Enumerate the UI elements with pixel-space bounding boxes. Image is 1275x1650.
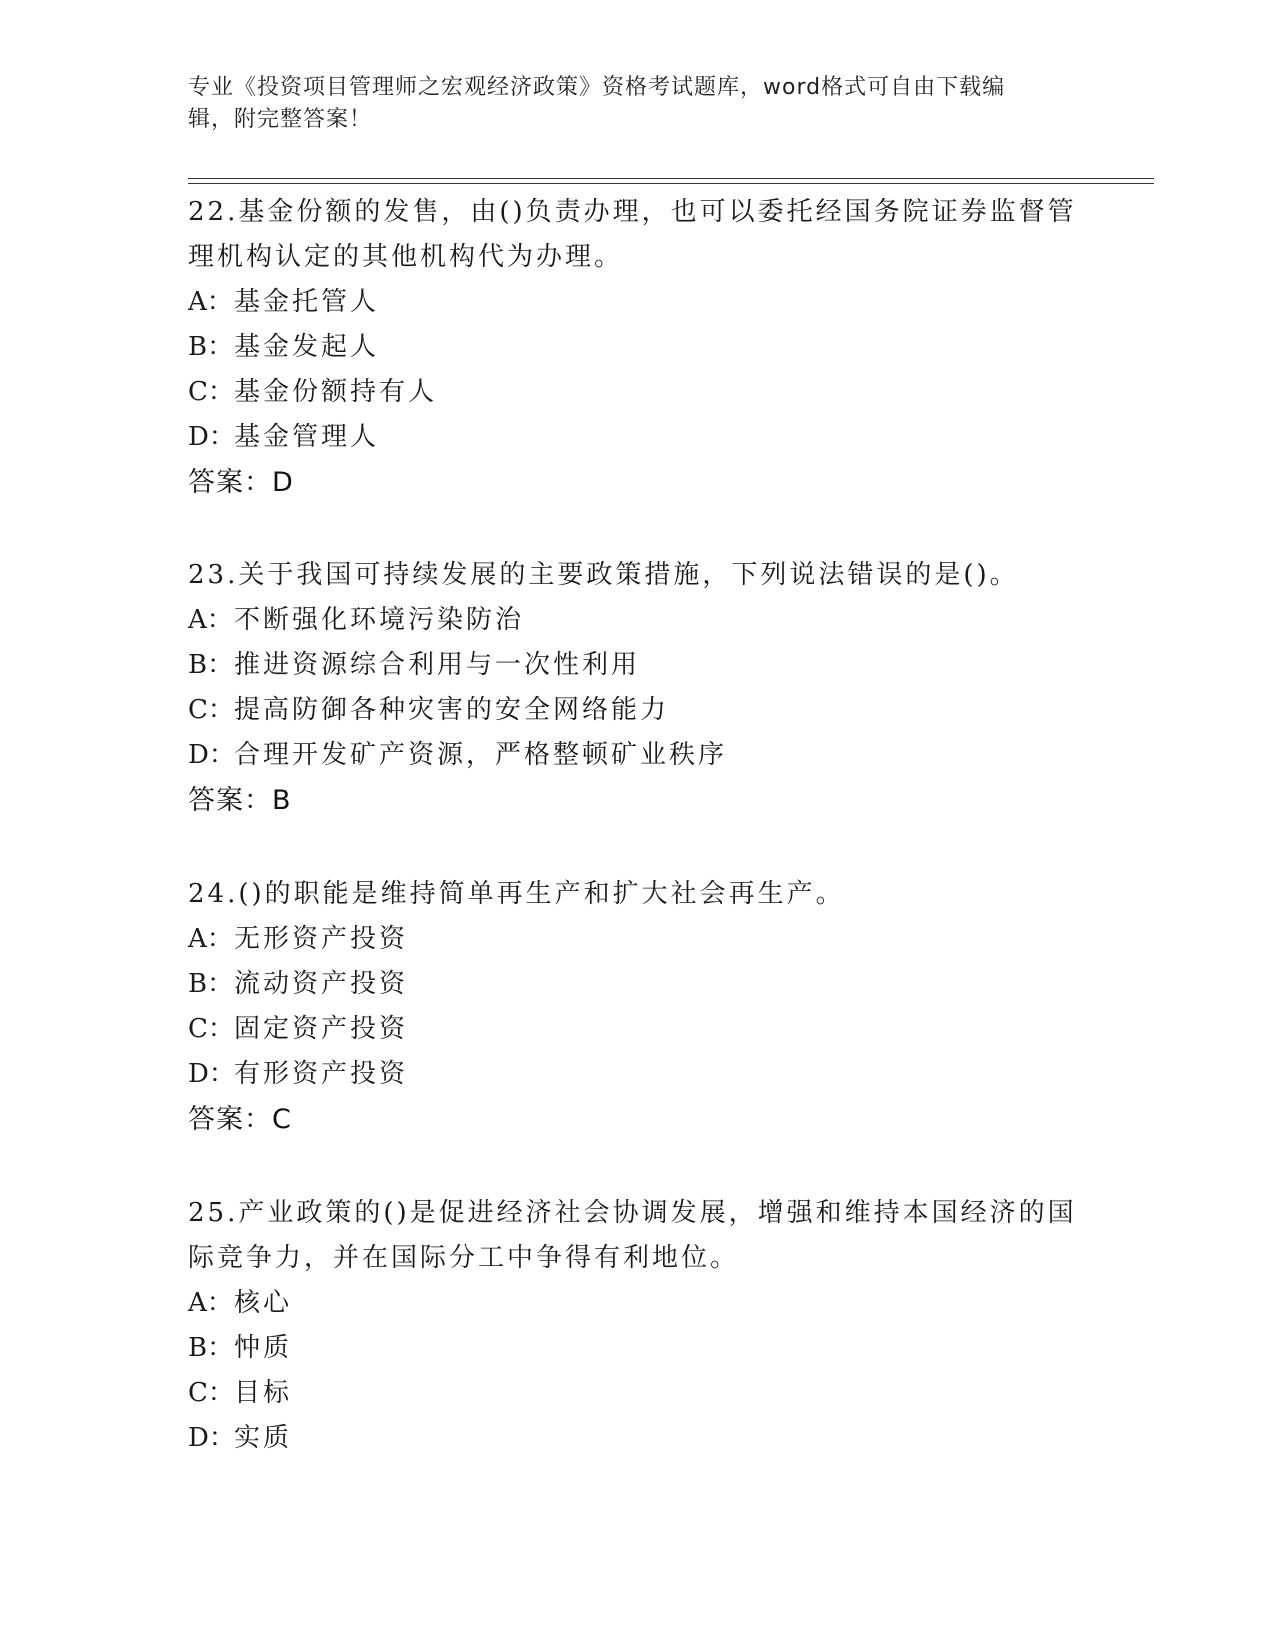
option-text: 核心: [234, 1288, 293, 1318]
option-key: C：: [188, 1014, 234, 1044]
header-line-2: 辑，附完整答案！: [188, 107, 373, 132]
option-a: [188, 917, 1088, 962]
option-key: B：: [188, 969, 234, 999]
question-stem-line: 23.关于我国可持续发展的主要政策措施，下列说法错误的是()。: [188, 560, 1019, 590]
option-key: A：: [188, 1288, 233, 1318]
option-text: 不断强化环境污染防治: [234, 605, 525, 635]
option-text: 基金管理人: [234, 422, 380, 452]
option-c: [188, 1371, 1088, 1416]
option-a: [188, 280, 1088, 325]
option-text: 实质: [234, 1423, 293, 1453]
question-22: [188, 190, 1088, 505]
option-text: 目标: [234, 1378, 293, 1408]
option-key: B：: [188, 332, 234, 362]
question-stem-line: 理机构认定的其他机构代为办理。: [188, 242, 624, 272]
document-header: [188, 72, 1088, 136]
option-key: C：: [188, 1378, 234, 1408]
question-24: [188, 872, 1088, 1142]
option-text: 合理开发矿产资源，严格整顿矿业秩序: [234, 740, 728, 770]
option-text: 提高防御各种灾害的安全网络能力: [234, 695, 670, 725]
option-text: 基金发起人: [234, 332, 380, 362]
option-key: A：: [188, 287, 233, 317]
question-23: [188, 553, 1088, 823]
option-text: 忡质: [234, 1333, 293, 1363]
option-text: 基金份额持有人: [234, 377, 438, 407]
option-text: 流动资产投资: [234, 969, 409, 999]
option-text: 推进资源综合利用与一次性利用: [234, 650, 641, 680]
option-b: [188, 962, 1088, 1007]
option-key: B：: [188, 650, 234, 680]
option-key: B：: [188, 1333, 234, 1363]
question-stem-line: 25.产业政策的()是促进经济社会协调发展，增强和维持本国经济的国: [188, 1198, 1077, 1228]
option-key: D：: [188, 1423, 235, 1453]
option-a: [188, 1281, 1088, 1326]
option-key: C：: [188, 377, 234, 407]
option-c: [188, 688, 1088, 733]
answer: 答案：B: [188, 785, 292, 816]
question-stem-line: 24.()的职能是维持简单再生产和扩大社会再生产。: [188, 879, 845, 909]
option-text: 无形资产投资: [234, 924, 409, 954]
option-key: A：: [188, 605, 233, 635]
option-text: 固定资产投资: [234, 1014, 409, 1044]
option-d: [188, 733, 1088, 778]
option-key: C：: [188, 695, 234, 725]
option-c: [188, 370, 1088, 415]
option-b: [188, 325, 1088, 370]
option-a: [188, 598, 1088, 643]
option-d: [188, 1052, 1088, 1097]
option-key: D：: [188, 1059, 235, 1089]
option-key: D：: [188, 740, 235, 770]
option-b: [188, 1326, 1088, 1371]
option-d: [188, 1416, 1088, 1461]
option-b: [188, 643, 1088, 688]
option-key: A：: [188, 924, 233, 954]
option-key: D：: [188, 422, 235, 452]
answer: 答案：C: [188, 1104, 292, 1135]
option-text: 有形资产投资: [234, 1059, 409, 1089]
question-stem-line: 际竞争力，并在国际分工中争得有利地位。: [188, 1243, 740, 1273]
option-text: 基金托管人: [234, 287, 380, 317]
answer: 答案：D: [188, 467, 294, 498]
header-divider-bottom: [188, 183, 1154, 184]
option-d: [188, 415, 1088, 460]
option-c: [188, 1007, 1088, 1052]
header-line-1: 专业《投资项目管理师之宏观经济政策》资格考试题库，word格式可自由下载编: [188, 75, 1006, 100]
question-25: [188, 1191, 1088, 1461]
header-divider-top: [188, 178, 1154, 179]
question-stem-line: 22.基金份额的发售，由()负责办理，也可以委托经国务院证券监督管: [188, 197, 1077, 227]
